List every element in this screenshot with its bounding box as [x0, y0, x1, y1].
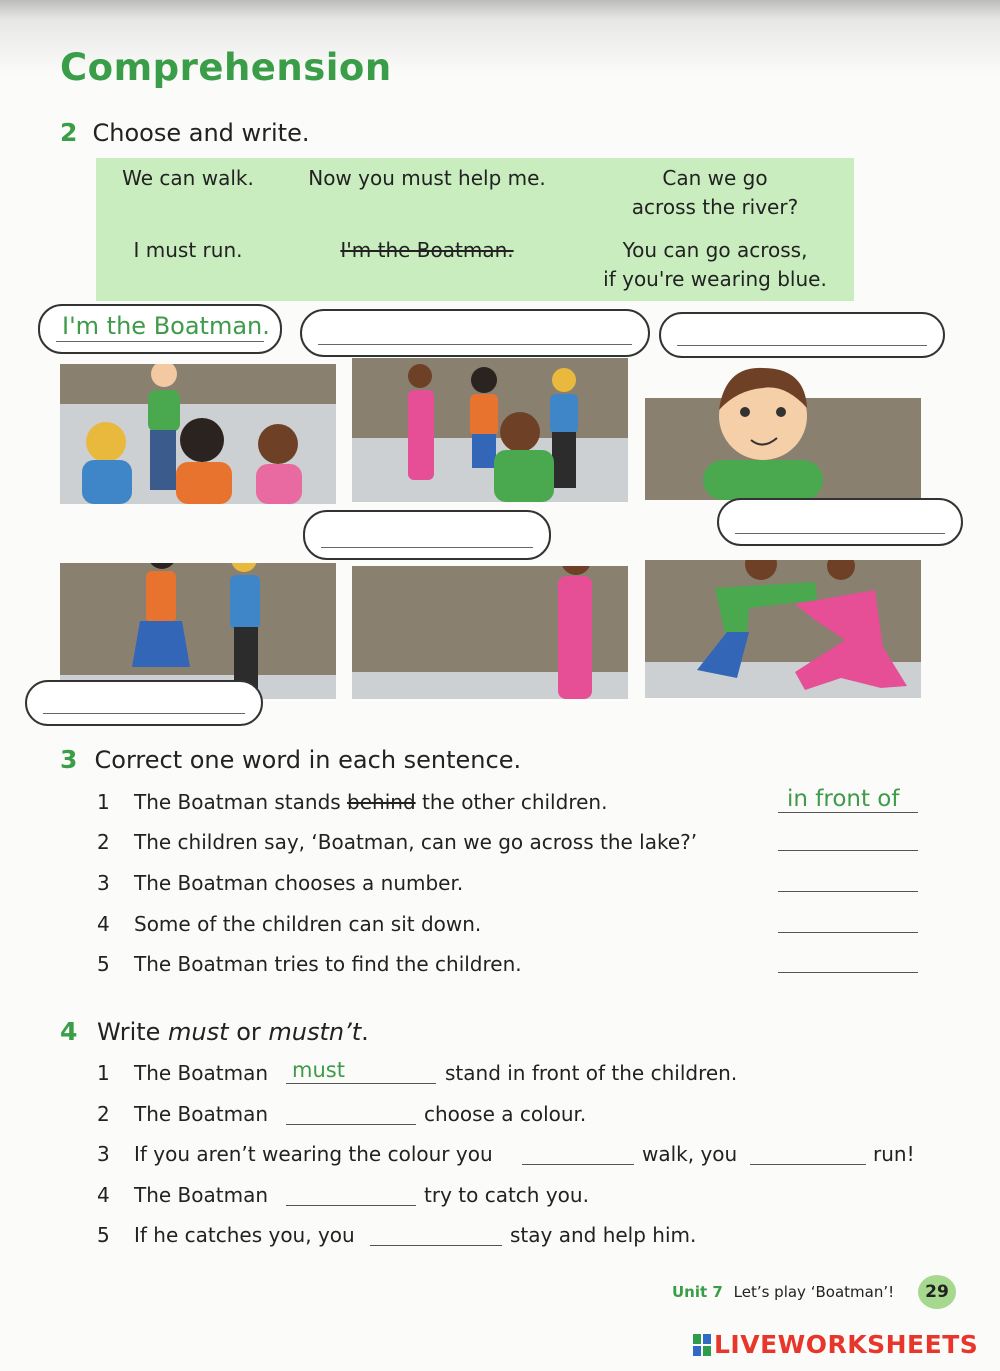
speech-bubble-4[interactable]	[25, 680, 263, 726]
ex4-answer-line-3b[interactable]	[750, 1164, 866, 1165]
children-illustration	[352, 358, 628, 502]
ex4-item-3-mid: walk, you	[642, 1142, 738, 1166]
comic-panel-1	[60, 364, 336, 504]
footer-title: Let’s play ‘Boatman’!	[733, 1283, 895, 1301]
ex4-answer-line-1	[286, 1083, 436, 1084]
liveworksheets-logo-icon	[693, 1334, 711, 1360]
ex4-number: 4	[60, 1017, 78, 1046]
speech-bubble-5[interactable]	[303, 510, 551, 560]
struck-word: behind	[347, 790, 416, 814]
ex4-answer-line-4[interactable]	[286, 1205, 416, 1206]
ex4-item-5-end: stay and help him.	[510, 1223, 697, 1247]
ex4-answer-line-2[interactable]	[286, 1124, 416, 1125]
ex2-number: 2	[60, 118, 78, 147]
comic-panel-2	[352, 358, 628, 502]
bubble-6-answer-line[interactable]	[735, 533, 945, 534]
comic-panel-6	[645, 560, 921, 698]
page-number: 29	[918, 1275, 956, 1309]
ex3-instruction: Correct one word in each sentence.	[94, 746, 522, 774]
speech-bubble-2[interactable]	[300, 309, 650, 357]
comic-panel-3	[645, 360, 921, 500]
bubble-5-answer-line[interactable]	[321, 547, 533, 548]
comic-panel-4	[60, 563, 336, 699]
ex3-answer-line-2[interactable]	[778, 850, 918, 851]
boatman-chasing-illustration	[645, 560, 921, 698]
speech-bubble-3[interactable]	[659, 312, 945, 358]
ex3-answer-line-5[interactable]	[778, 972, 918, 973]
two-children-illustration	[60, 563, 336, 699]
bubble-2-answer-line[interactable]	[318, 344, 632, 345]
ex4-item-1-end: stand in front of the children.	[445, 1061, 738, 1085]
bubble-3-answer-line[interactable]	[677, 345, 927, 346]
ex4-item-3-end: run!	[873, 1142, 915, 1166]
bubble-4-answer-line[interactable]	[43, 713, 245, 714]
page-footer	[672, 1283, 894, 1301]
ex4-answer-1: must	[292, 1058, 345, 1082]
boatman-closeup-illustration	[645, 360, 921, 500]
speech-bubble-1	[38, 304, 282, 354]
section-title: Comprehension	[60, 46, 392, 89]
ex3-answer-line-3[interactable]	[778, 891, 918, 892]
ex2-instruction: Choose and write.	[92, 119, 310, 147]
comic-panel-5	[352, 566, 628, 699]
ex4-answer-line-5[interactable]	[370, 1245, 502, 1246]
ex3-number: 3	[60, 745, 78, 774]
option-3: Can we go across the river?	[631, 166, 799, 219]
bubble-1-line	[56, 341, 264, 342]
option-1: We can walk.	[122, 166, 254, 190]
option-2: Now you must help me.	[308, 166, 546, 190]
ex3-heading	[60, 745, 521, 774]
ex3-answer-1: in front of	[787, 786, 900, 812]
footer-unit: Unit 7	[672, 1283, 723, 1301]
option-5-used: I'm the Boatman.	[340, 238, 514, 262]
speech-bubble-6[interactable]	[717, 498, 963, 546]
option-6: You can go across, if you're wearing blue.	[603, 238, 827, 291]
girl-in-pink-illustration	[352, 566, 628, 699]
ex2-heading	[60, 118, 309, 147]
ex4-item-4-end: try to catch you.	[424, 1183, 589, 1207]
ex3-answer-line-1	[778, 812, 918, 813]
option-4: I must run.	[133, 238, 243, 262]
liveworksheets-brand[interactable]: LIVEWORKSHEETS	[714, 1330, 979, 1359]
ex4-item-2-end: choose a colour.	[424, 1102, 587, 1126]
boatman-and-children-illustration	[60, 364, 336, 504]
ex3-answer-line-4[interactable]	[778, 932, 918, 933]
ex4-heading: 4 Write must or mustn’t.	[60, 1017, 369, 1046]
bubble-1-answer: I'm the Boatman.	[62, 312, 270, 340]
ex4-answer-line-3a[interactable]	[522, 1164, 634, 1165]
